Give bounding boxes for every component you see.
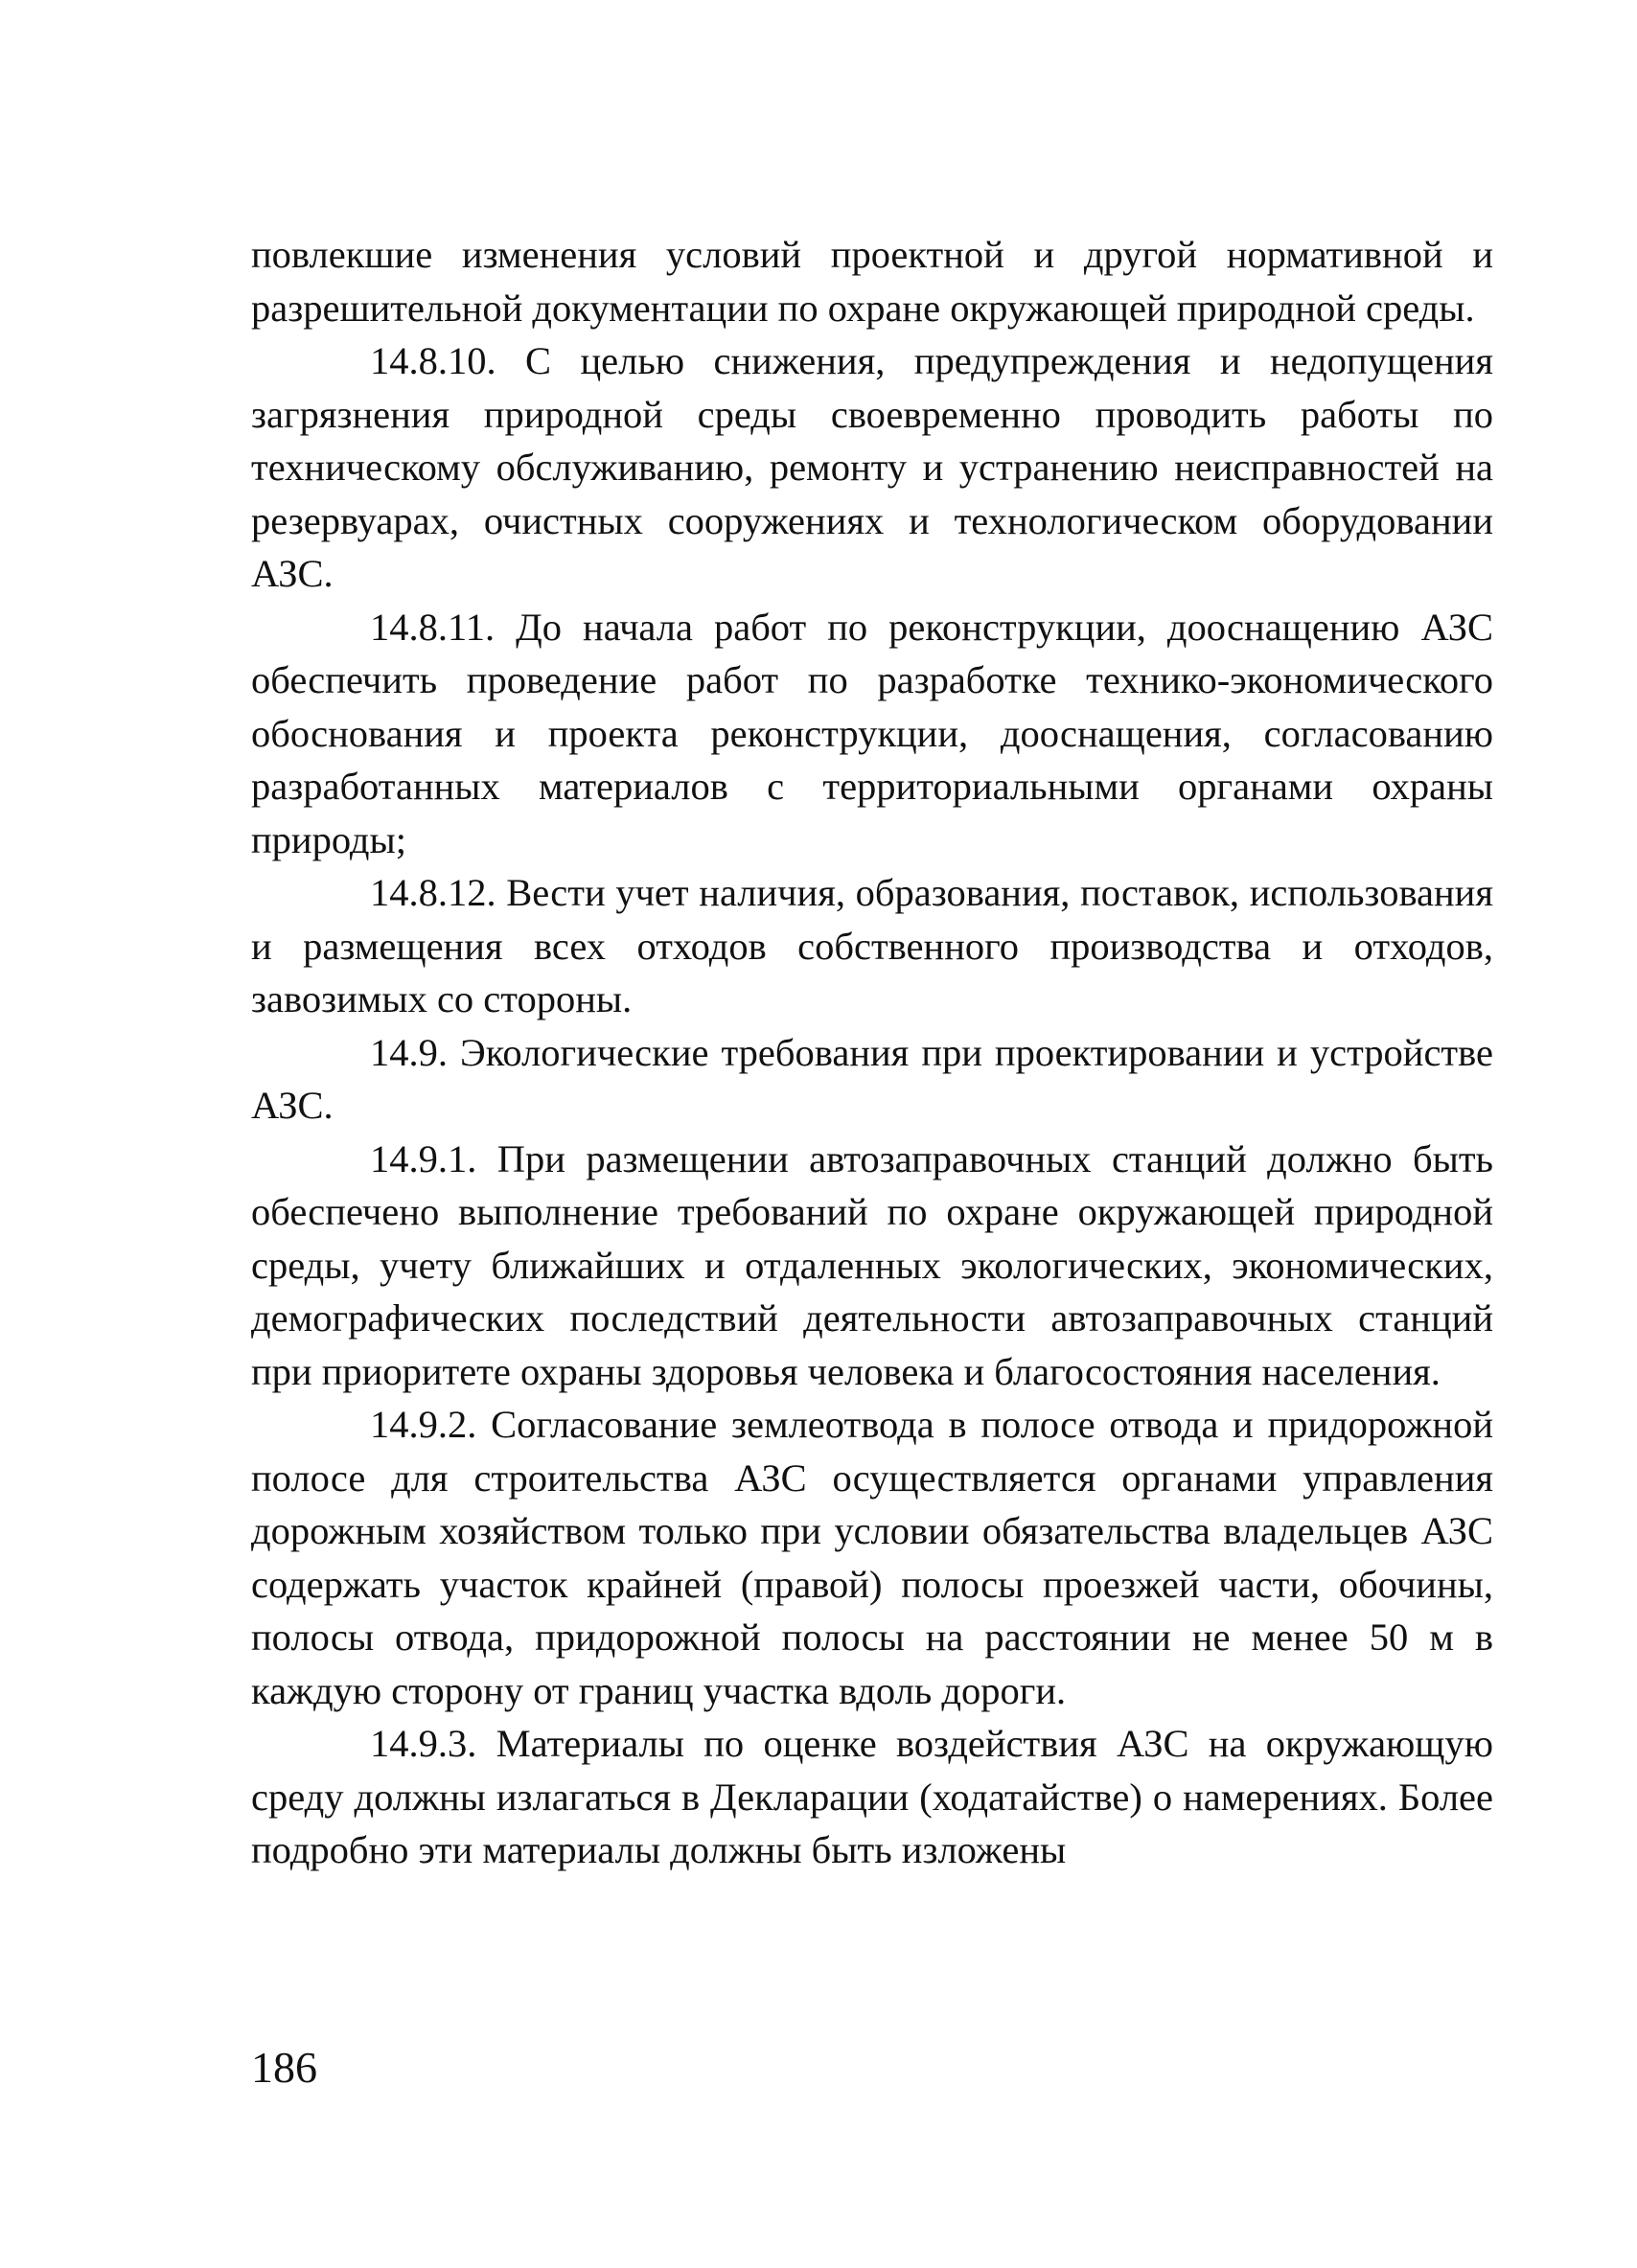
- paragraph-14-9-3: 14.9.3. Материалы по оценке воздействия АЗС на окружающую среду должны излагаться в Декларации (ходатайстве) о намерениях. Более подробно эти материалы должны быть изложены: [251, 1722, 1493, 1871]
- paragraph-14-8-11: 14.8.11. До начала работ по реконструкции, дооснащению АЗС обеспечить проведение работ по разработке технико-экономического обоснования и проекта реконструкции, дооснащения, согласованию разработанных материалов с территориальными органами охраны природы;: [251, 605, 1493, 861]
- paragraph-14-9-2: 14.9.2. Согласование землеотвода в полосе отвода и придорожной полосе для строительства АЗС осуществляется органами управления дорожным хозяйством только при условии обязательства владельцев АЗС содержать участок крайней (правой) полосы проезжей части, обочины, полосы отвода, придорожной полосы на расстоянии не менее 50 м в каждую сторону от границ участка вдоль дороги.: [251, 1403, 1493, 1712]
- paragraph-14-8-10: 14.8.10. С целью снижения, предупреждения и недопущения загрязнения природной среды своевременно проводить работы по техническому обслуживанию, ремонту и устранению неисправностей на резервуарах, очистных сооружениях и технологическом оборудовании АЗС.: [251, 339, 1493, 595]
- paragraph-continuation: повлекшие изменения условий проектной и другой нормативной и разрешительной документации по охране окружающей природной среды.: [251, 233, 1493, 330]
- paragraph-14-9: 14.9. Экологические требования при проектировании и устройстве АЗС.: [251, 1030, 1493, 1127]
- paragraph-14-8-12: 14.8.12. Вести учет наличия, образования, поставок, использования и размещения всех отходов собственного производства и отходов, завозимых со стороны.: [251, 871, 1493, 1020]
- paragraph-14-9-1: 14.9.1. При размещении автозаправочных станций должно быть обеспечено выполнение требований по охране окружающей природной среды, учету ближайших и отдаленных экологических, экономических, демографических последствий деятельности автозаправочных станций при приоритете охраны здоровья человека и благосостояния населения.: [251, 1136, 1493, 1393]
- page-body: [251, 228, 1493, 1877]
- page-number: 186: [251, 2043, 317, 2092]
